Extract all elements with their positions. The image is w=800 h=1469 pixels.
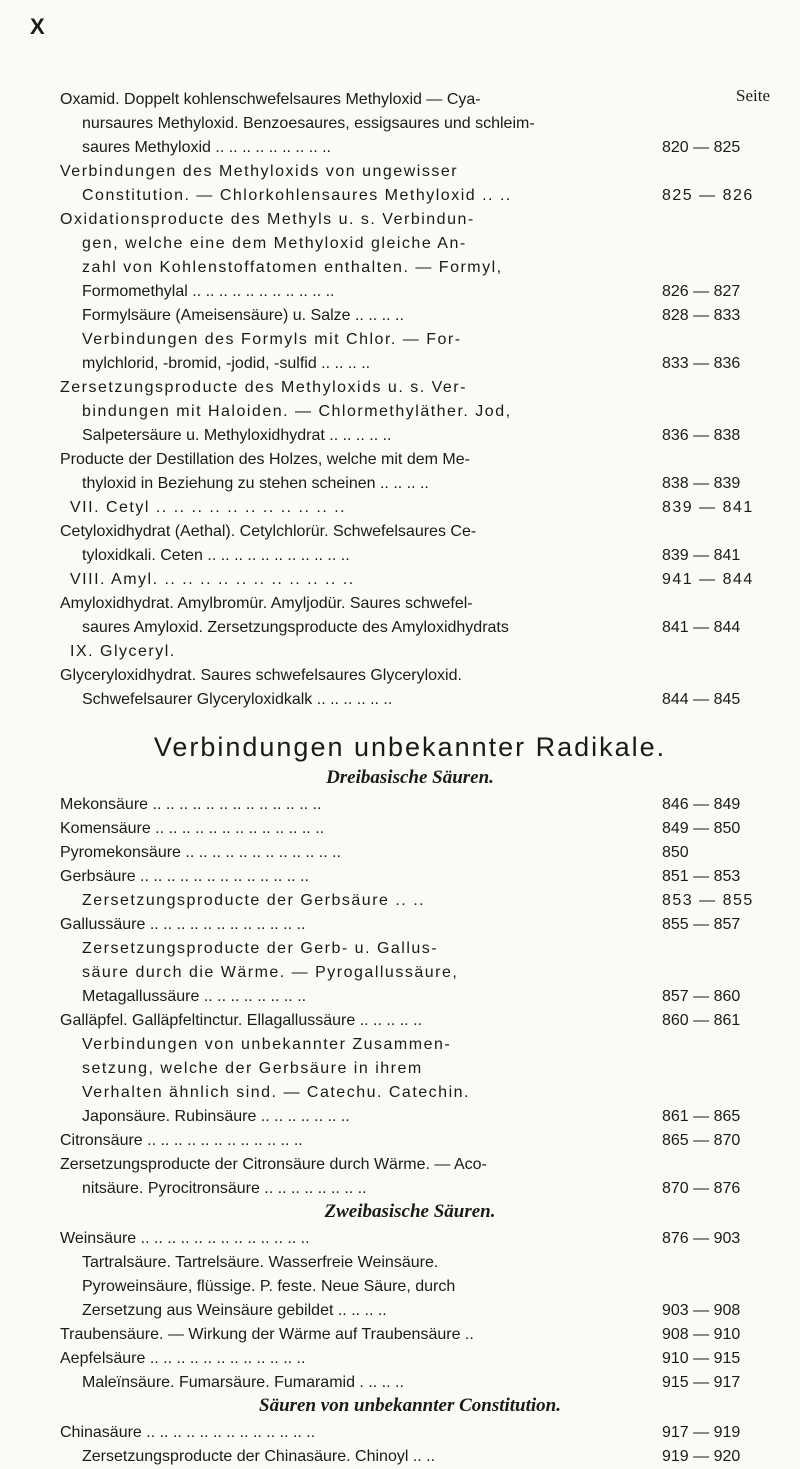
entry-page-range: 844 — 845: [662, 691, 741, 708]
index-entry: [60, 448, 760, 472]
entry-text: Japonsäure. Rubinsäure .. .. .. .. .. .. ..: [82, 1108, 350, 1125]
index-entry: [60, 1057, 760, 1081]
index-entry: [60, 1421, 760, 1445]
entry-text: bindungen mit Haloiden. — Chlormethyläther. Jod,: [82, 403, 512, 420]
entry-text: säure durch die Wärme. — Pyrogallussäure,: [82, 964, 459, 981]
entry-page-range: 839 — 841: [662, 499, 754, 516]
entry-text: Aepfelsäure .. .. .. .. .. .. .. .. .. .. .. ..: [60, 1350, 306, 1367]
index-sections: [60, 767, 760, 1469]
entry-page-range: 855 — 857: [662, 916, 741, 933]
entry-text: Zersetzungsproducte der Gerbsäure .. ..: [82, 892, 426, 909]
index-entry: [60, 568, 760, 592]
index-entry: [60, 985, 760, 1009]
entry-text: thyloxid in Beziehung zu stehen scheinen .. .. .. ..: [82, 475, 429, 492]
index-entry: [60, 889, 760, 913]
index-entry: [60, 937, 760, 961]
index-entry: [60, 1371, 760, 1395]
index-entry: [60, 1275, 760, 1299]
entry-page-range: 846 — 849: [662, 796, 741, 813]
entry-text: gen, welche eine dem Methyloxid gleiche An-: [82, 235, 467, 252]
entry-text: Zersetzungsproducte der Citronsäure durch Wärme. — Aco-: [60, 1156, 487, 1173]
index-entry: [60, 280, 760, 304]
index-entry: [60, 160, 760, 184]
index-entry: [60, 1227, 760, 1251]
page-roman-numeral: X: [30, 14, 45, 39]
entry-text: tyloxidkali. Ceten .. .. .. .. .. .. .. .. .. .. ..: [82, 547, 350, 564]
entry-text: Pyromekonsäure .. .. .. .. .. .. .. .. .. .. .. ..: [60, 844, 341, 861]
entry-text: Weinsäure .. .. .. .. .. .. .. .. .. .. .. .. ..: [60, 1230, 310, 1247]
entry-text: Maleïnsäure. Fumarsäure. Fumaramid . .. .. ..: [82, 1374, 404, 1391]
entry-text: Komensäure .. .. .. .. .. .. .. .. .. .. .. .. ..: [60, 820, 325, 837]
entry-text: Pyroweinsäure, flüssige. P. feste. Neue Säure, durch: [82, 1278, 456, 1295]
entry-page-range: 853 — 855: [662, 892, 754, 909]
entry-text: Zersetzungsproducte des Methyloxids u. s. Ver-: [60, 379, 467, 396]
entry-text: Formylsäure (Ameisensäure) u. Salze .. .. .. ..: [82, 307, 404, 324]
index-entry: [60, 961, 760, 985]
entry-page-range: 915 — 917: [662, 1374, 741, 1391]
index-entry: [60, 817, 760, 841]
entry-text: Galläpfel. Galläpfeltinctur. Ellagallussäure .. .. .. .. ..: [60, 1012, 422, 1029]
entry-page-range: 870 — 876: [662, 1180, 741, 1197]
index-entry: [60, 865, 760, 889]
index-entry: [60, 1177, 760, 1201]
index-entry: [60, 1081, 760, 1105]
entry-text: Salpetersäure u. Methyloxidhydrat .. .. .. .. ..: [82, 427, 392, 444]
index-entry: [60, 472, 760, 496]
entry-page-range: 941 — 844: [662, 571, 754, 588]
entry-text: VII. Cetyl .. .. .. .. .. .. .. .. .. .. ..: [70, 499, 347, 516]
entry-page-range: 838 — 839: [662, 475, 741, 492]
entry-page-range: 851 — 853: [662, 868, 741, 885]
index-entry: [60, 1105, 760, 1129]
entry-text: Schwefelsaurer Glyceryloxidkalk .. .. .. .. .. ..: [82, 691, 393, 708]
entry-text: Gallussäure .. .. .. .. .. .. .. .. .. .. .. ..: [60, 916, 306, 933]
index-entry: [60, 1009, 760, 1033]
entry-text: Formomethylal .. .. .. .. .. .. .. .. .. .. ..: [82, 283, 335, 300]
entry-text: Mekonsäure .. .. .. .. .. .. .. .. .. .. .. .. ..: [60, 796, 322, 813]
index-entry: [60, 1153, 760, 1177]
index-entry: [60, 520, 760, 544]
entry-page-range: 860 — 861: [662, 1012, 741, 1029]
entry-text: Oxidationsproducte des Methyls u. s. Verbindun-: [60, 211, 475, 228]
index-entry: [60, 1251, 760, 1275]
index-entry: [60, 616, 760, 640]
index-entry: [60, 640, 760, 664]
entry-text: Chinasäure .. .. .. .. .. .. .. .. .. .. .. .. ..: [60, 1424, 316, 1441]
index-block-methyl: [60, 88, 760, 712]
entry-page-range: 825 — 826: [662, 187, 754, 204]
entry-page-range: 833 — 836: [662, 355, 741, 372]
index-entry: [60, 136, 760, 160]
entry-text: Tartralsäure. Tartrelsäure. Wasserfreie Weinsäure.: [82, 1254, 439, 1271]
entry-text: Zersetzung aus Weinsäure gebildet .. .. .. ..: [82, 1302, 387, 1319]
entry-text: IX. Glyceryl.: [70, 643, 176, 660]
entry-page-range: 917 — 919: [662, 1424, 741, 1441]
index-entry: [60, 424, 760, 448]
entry-text: Verbindungen des Methyloxids von ungewisser: [60, 163, 459, 180]
entry-page-range: 908 — 910: [662, 1326, 741, 1343]
entry-text: Citronsäure .. .. .. .. .. .. .. .. .. .. .. ..: [60, 1132, 303, 1149]
entry-page-range: 849 — 850: [662, 820, 741, 837]
entry-text: nursaures Methyloxid. Benzoesaures, essigsaures und schleim-: [82, 115, 535, 132]
index-entry: [60, 913, 760, 937]
entry-text: Oxamid. Doppelt kohlenschwefelsaures Methyloxid — Cya-: [60, 91, 481, 108]
entry-page-range: 857 — 860: [662, 988, 741, 1005]
entry-text: Verhalten ähnlich sind. — Catechu. Catechin.: [82, 1084, 470, 1101]
index-entry: [60, 688, 760, 712]
entry-text: Cetyloxidhydrat (Aethal). Cetylchlorür. Schwefelsaures Ce-: [60, 523, 477, 540]
entry-text: Metagallussäure .. .. .. .. .. .. .. ..: [82, 988, 307, 1005]
entry-page-range: 836 — 838: [662, 427, 741, 444]
index-content: [60, 88, 760, 1469]
index-entry: [60, 1299, 760, 1323]
index-entry: [60, 592, 760, 616]
entry-page-range: 876 — 903: [662, 1230, 741, 1247]
index-entry: [60, 1033, 760, 1057]
index-entry: [60, 256, 760, 280]
entry-text: setzung, welche der Gerbsäure in ihrem: [82, 1060, 423, 1077]
entry-text: Producte der Destillation des Holzes, welche mit dem Me-: [60, 451, 470, 468]
index-entry: [60, 304, 760, 328]
entry-page-range: 865 — 870: [662, 1132, 741, 1149]
entry-text: Gerbsäure .. .. .. .. .. .. .. .. .. .. .. .. ..: [60, 868, 309, 885]
entry-page-range: 903 — 908: [662, 1302, 741, 1319]
entry-page-range: 826 — 827: [662, 283, 741, 300]
index-entry: [60, 496, 760, 520]
entry-text: Verbindungen des Formyls mit Chlor. — For-: [82, 331, 462, 348]
entry-page-range: 850: [662, 844, 689, 861]
index-entry: [60, 112, 760, 136]
entry-text: nitsäure. Pyrocitronsäure .. .. .. .. .. .. .. ..: [82, 1180, 367, 1197]
index-entry: [60, 208, 760, 232]
entry-page-range: 919 — 920: [662, 1448, 741, 1465]
index-entry: [60, 1347, 760, 1371]
index-entry: [60, 232, 760, 256]
index-entry: [60, 400, 760, 424]
entry-text: Constitution. — Chlorkohlensaures Methyloxid .. ..: [82, 187, 512, 204]
subsection-title: Dreibasische Säuren.: [326, 767, 494, 788]
index-entry: [60, 544, 760, 568]
index-entry: [60, 352, 760, 376]
index-entry: [60, 376, 760, 400]
entry-page-range: 828 — 833: [662, 307, 741, 324]
entry-text: mylchlorid, -bromid, -jodid, -sulfid .. .. .. ..: [82, 355, 371, 372]
seite-column-label: Seite: [736, 86, 770, 105]
subsection-title: Säuren von unbekannter Constitution.: [259, 1395, 561, 1416]
section-heading: Verbindungen unbekannter Radikale.: [153, 732, 667, 762]
index-entry: [60, 664, 760, 688]
entry-page-range: 910 — 915: [662, 1350, 741, 1367]
index-entry: [60, 793, 760, 817]
index-entry: [60, 328, 760, 352]
subsection-title: Zweibasische Säuren.: [324, 1201, 496, 1222]
index-entry: [60, 1323, 760, 1347]
entry-text: Zersetzungsproducte der Gerb- u. Gallus-: [82, 940, 439, 957]
entry-page-range: 841 — 844: [662, 619, 741, 636]
entry-text: Amyloxidhydrat. Amylbromür. Amyljodür. Saures schwefel-: [60, 595, 473, 612]
entry-page-range: 820 — 825: [662, 139, 741, 156]
entry-page-range: 839 — 841: [662, 547, 741, 564]
entry-text: Verbindungen von unbekannter Zusammen-: [82, 1036, 452, 1053]
index-entry: [60, 841, 760, 865]
entry-text: VIII. Amyl. .. .. .. .. .. .. .. .. .. .. ..: [70, 571, 355, 588]
entry-text: zahl von Kohlenstoffatomen enthalten. — Formyl,: [82, 259, 503, 276]
index-entry: [60, 1129, 760, 1153]
index-entry: [60, 184, 760, 208]
entry-text: saures Methyloxid .. .. .. .. .. .. .. .. ..: [82, 139, 331, 156]
entry-page-range: 861 — 865: [662, 1108, 741, 1125]
entry-text: saures Amyloxid. Zersetzungsproducte des Amyloxidhydrats: [82, 619, 509, 636]
entry-text: Zersetzungsproducte der Chinasäure. Chinoyl .. ..: [82, 1448, 436, 1465]
entry-text: Traubensäure. — Wirkung der Wärme auf Traubensäure ..: [60, 1326, 474, 1343]
index-entry: [60, 88, 760, 112]
entry-text: Glyceryloxidhydrat. Saures schwefelsaures Glyceryloxid.: [60, 667, 462, 684]
